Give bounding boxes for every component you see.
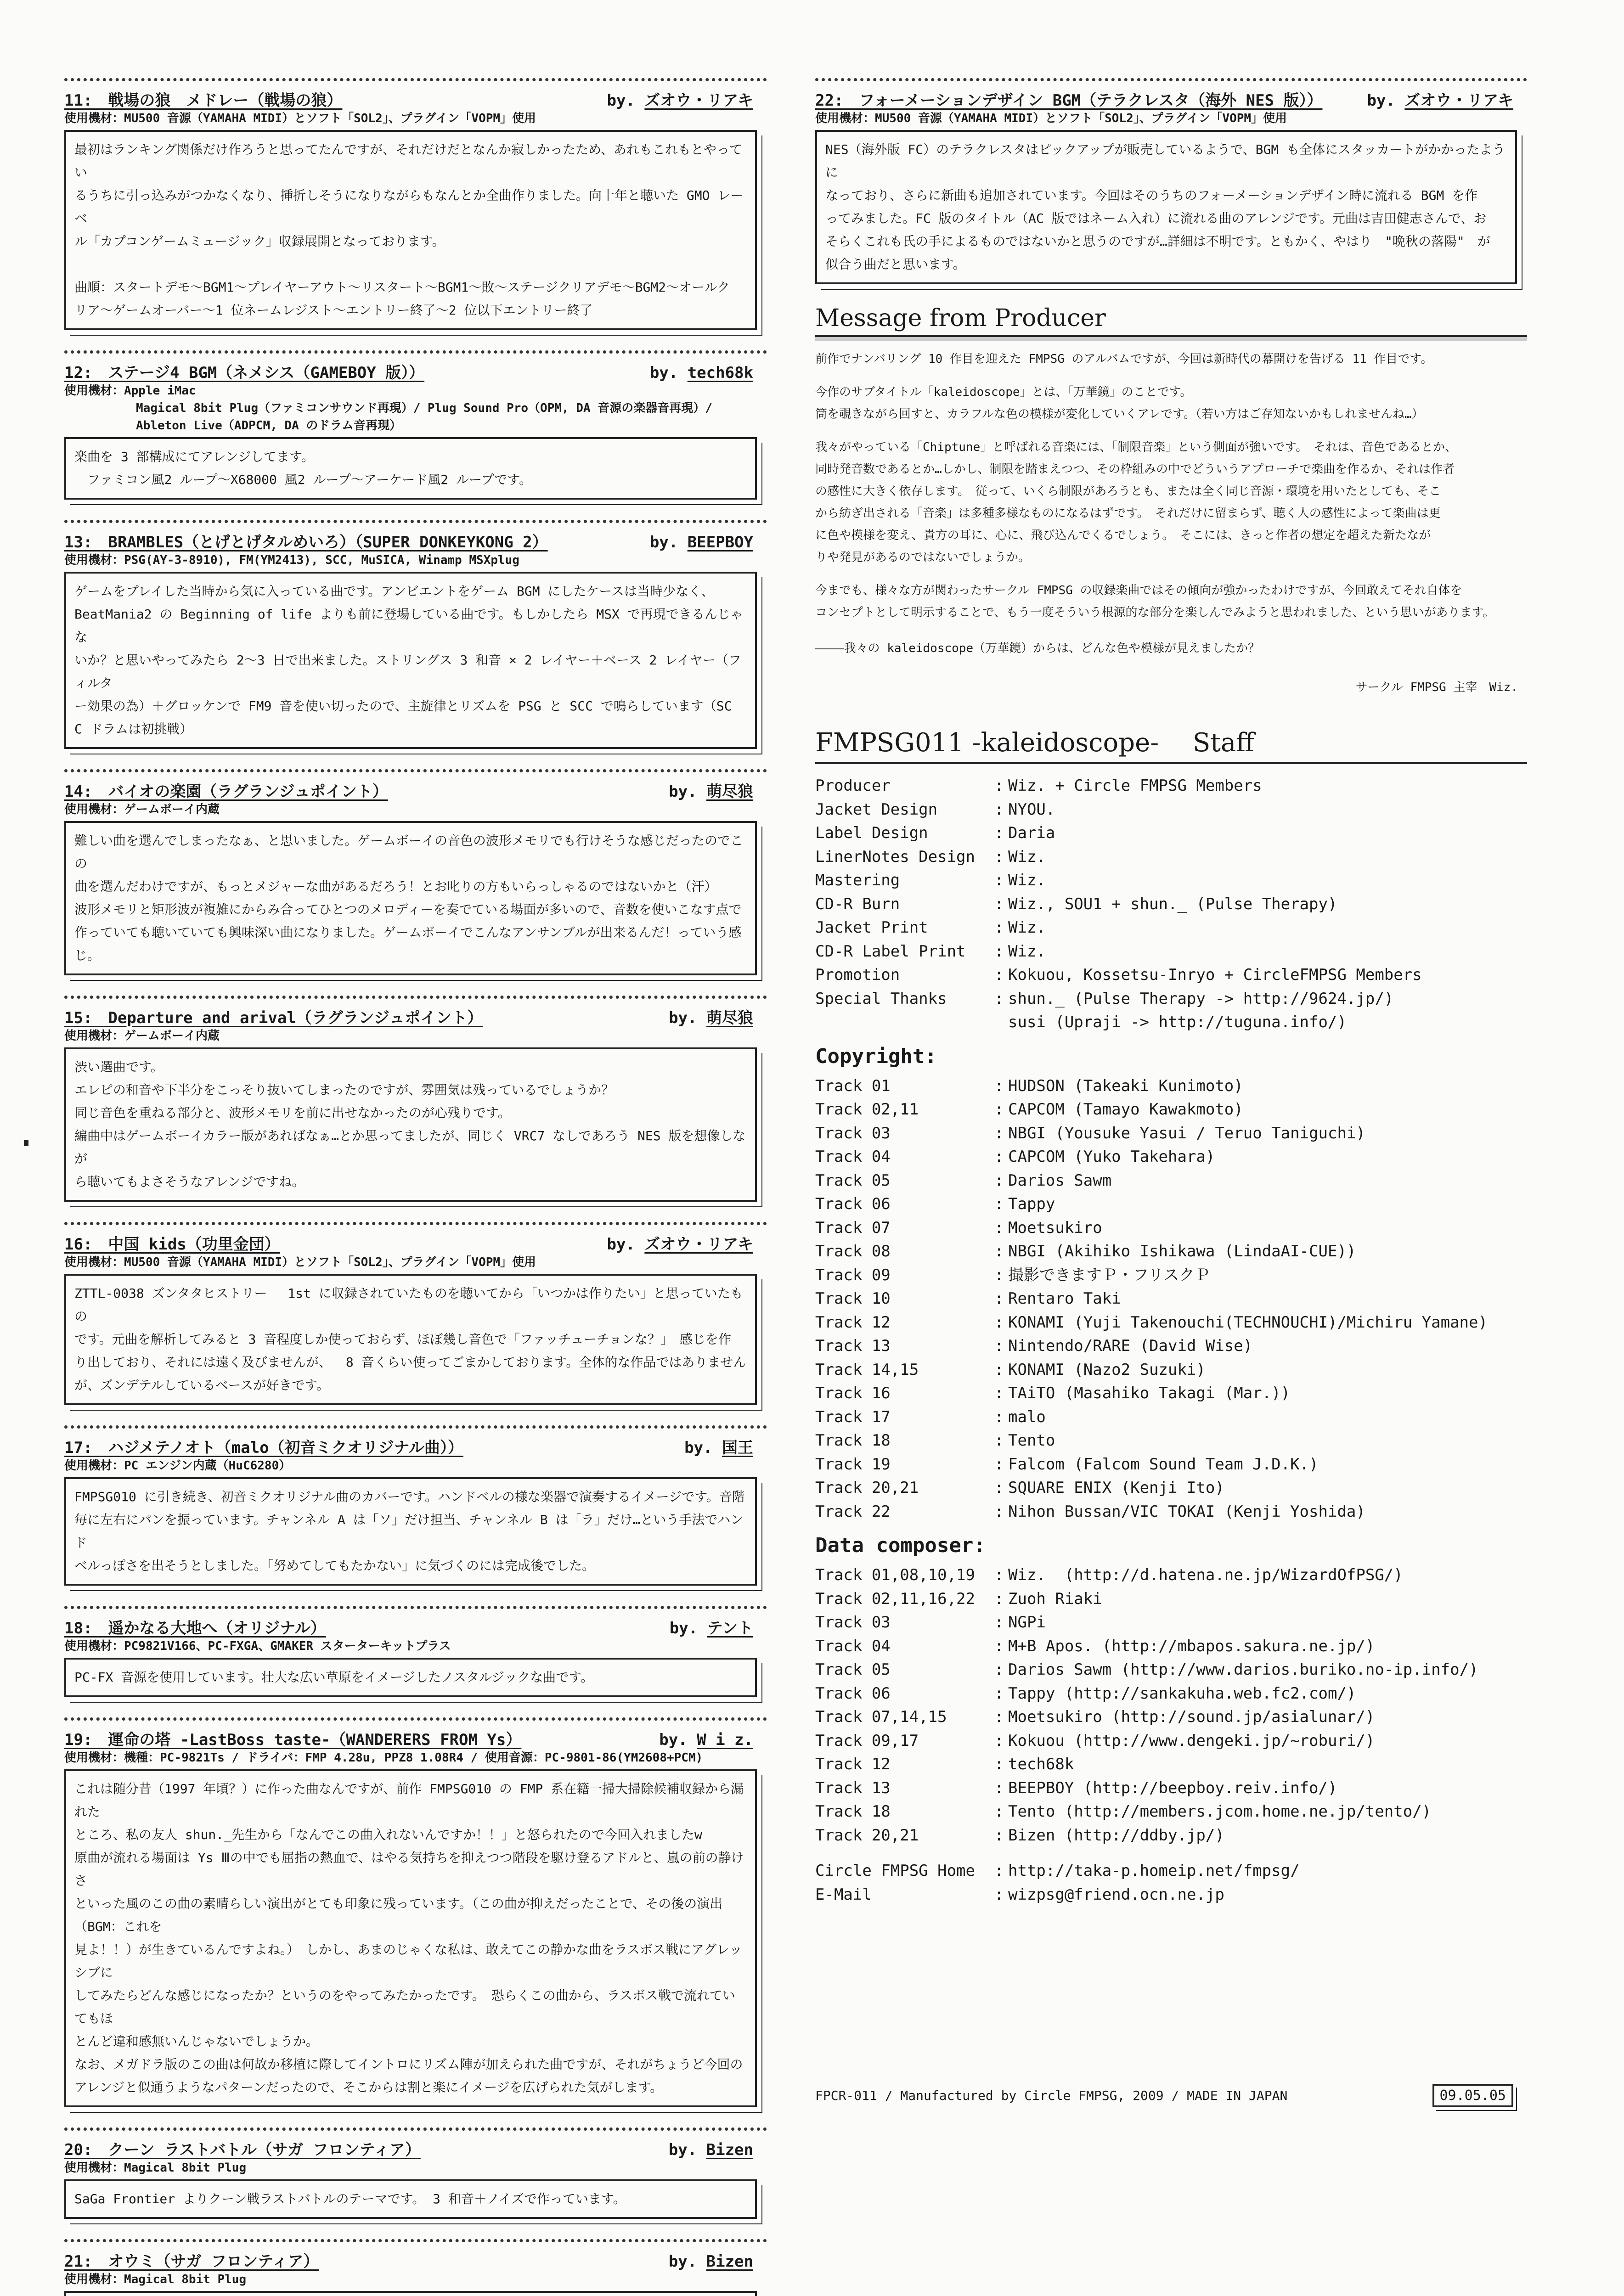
row-value: NGPi bbox=[1008, 1613, 1046, 1632]
track-note bbox=[64, 1222, 767, 1405]
composer-row bbox=[815, 1658, 1527, 1682]
row-colon: : bbox=[994, 1100, 1004, 1119]
row-label: Track 20,21 bbox=[815, 1826, 919, 1845]
track-author: by. 萌尽狼 bbox=[669, 782, 753, 801]
row-value: M+B Apos. (http://mbapos.sakura.ne.jp/) bbox=[1008, 1637, 1375, 1655]
copyright-row bbox=[815, 1122, 1527, 1146]
right-column bbox=[815, 78, 1527, 1907]
row-label: Label Design bbox=[815, 824, 928, 842]
footer bbox=[815, 2084, 1513, 2107]
composer-row bbox=[815, 1705, 1527, 1729]
row-value: shun._ (Pulse Therapy -> http://9624.jp/) bbox=[1008, 989, 1394, 1008]
track-title: 13: BRAMBLES（とげとげタルめいろ）（SUPER DONKEYKONG 2） bbox=[64, 533, 548, 551]
composer-list bbox=[815, 1564, 1527, 1847]
contact-row bbox=[815, 1859, 1527, 1883]
track-note bbox=[64, 1606, 767, 1697]
copyright-row bbox=[815, 1075, 1527, 1098]
row-label: Track 18 bbox=[815, 1802, 891, 1821]
track-title: 11: 戦場の狼 メドレー（戦場の狼） bbox=[64, 91, 343, 110]
row-value: CAPCOM (Yuko Takehara) bbox=[1008, 1148, 1215, 1166]
row-label: Track 10 bbox=[815, 1289, 891, 1308]
credit-row bbox=[815, 963, 1527, 987]
track-notes-list bbox=[64, 78, 767, 2296]
footer-text: FPCR-011 / Manufactured by Circle FMPSG, 2009 / MADE IN JAPAN bbox=[815, 2088, 1288, 2103]
row-colon: : bbox=[994, 1708, 1004, 1726]
row-value: KONAMI (Nazo2 Suzuki) bbox=[1008, 1360, 1206, 1379]
track-author: by. ズオウ・リアキ bbox=[1367, 91, 1513, 110]
track-author: by. Bizen bbox=[668, 2252, 753, 2271]
row-value: Wiz. bbox=[1008, 847, 1046, 866]
row-value: http://taka-p.homeip.net/fmpsg/ bbox=[1008, 1862, 1300, 1880]
row-value: Tento bbox=[1008, 1431, 1055, 1450]
copyright-row bbox=[815, 1145, 1527, 1169]
row-colon: : bbox=[994, 1076, 1004, 1095]
row-value: KONAMI (Yuji Takenouchi(TECHNOUCHI)/Michiru Yamane) bbox=[1008, 1313, 1488, 1332]
row-colon: : bbox=[994, 1502, 1004, 1521]
composer-row bbox=[815, 1777, 1527, 1801]
row-colon: : bbox=[994, 1802, 1004, 1821]
copyright-row bbox=[815, 1476, 1527, 1500]
credit-row bbox=[815, 893, 1527, 917]
row-value: Tappy bbox=[1008, 1195, 1055, 1213]
row-label: Track 05 bbox=[815, 1171, 891, 1190]
row-colon: : bbox=[994, 1589, 1004, 1608]
row-label: Track 09,17 bbox=[815, 1731, 919, 1750]
row-value: NBGI (Akihiko Ishikawa (LindaAI-CUE)) bbox=[1008, 1242, 1356, 1261]
copyright-list bbox=[815, 1075, 1527, 1524]
row-colon: : bbox=[994, 1195, 1004, 1213]
track-equipment: 使用機材：PC エンジン内蔵（HuC6280） bbox=[64, 1459, 291, 1473]
dotted-separator bbox=[64, 996, 767, 999]
punch-mark bbox=[24, 1140, 28, 1146]
track-author: by. BEEPBOY bbox=[649, 533, 753, 551]
row-label: Track 06 bbox=[815, 1684, 891, 1703]
row-value: Falcom (Falcom Sound Team J.D.K.) bbox=[1008, 1455, 1319, 1474]
composer-heading: Data composer: bbox=[815, 1534, 986, 1557]
row-label: E-Mail bbox=[815, 1885, 872, 1904]
row-label: Special Thanks bbox=[815, 989, 947, 1008]
row-label: Track 02,11,16,22 bbox=[815, 1589, 975, 1608]
row-value: Bizen (http://ddby.jp/) bbox=[1008, 1826, 1224, 1845]
dotted-separator bbox=[64, 1425, 767, 1429]
copyright-row bbox=[815, 1382, 1527, 1406]
row-label: Track 18 bbox=[815, 1431, 891, 1450]
row-value: Tento (http://members.jcom.home.ne.jp/tento/) bbox=[1008, 1802, 1432, 1821]
dotted-separator bbox=[64, 78, 767, 81]
track-note bbox=[64, 1717, 767, 2107]
track-note bbox=[64, 78, 767, 330]
track-note bbox=[64, 996, 767, 1202]
track-comment: PC-FX 音源を使用しています。壮大な広い草原をイメージしたノスタルジックな曲です。 bbox=[64, 1658, 757, 1697]
track-equipment: 使用機材：PC9821V166、PC-FXGA、GMAKER スターターキットプラス bbox=[64, 1639, 451, 1653]
track-note bbox=[64, 2127, 767, 2219]
contact-list bbox=[815, 1859, 1527, 1907]
row-colon: : bbox=[994, 1313, 1004, 1332]
row-label: Track 05 bbox=[815, 1660, 891, 1679]
composer-row bbox=[815, 1682, 1527, 1706]
track-title: 18: 遥かなる大地へ（オリジナル） bbox=[64, 1619, 326, 1638]
copyright-row bbox=[815, 1216, 1527, 1240]
row-colon: : bbox=[994, 1289, 1004, 1308]
row-colon: : bbox=[994, 1826, 1004, 1845]
row-colon: : bbox=[994, 1384, 1004, 1402]
row-colon: : bbox=[994, 1566, 1004, 1584]
credit-row bbox=[815, 940, 1527, 964]
track-note bbox=[64, 350, 767, 500]
row-colon: : bbox=[994, 1407, 1004, 1426]
row-value: Darios Sawm (http://www.darios.buriko.no-ip.info/) bbox=[1008, 1660, 1478, 1679]
track-title: 17: ハジメテノオト（malo（初音ミクオリジナル曲）） bbox=[64, 1439, 463, 1457]
row-label: CD-R Burn bbox=[815, 895, 900, 913]
track-equipment: 使用機材：MU500 音源（YAMAHA MIDI）とソフト「SOL2」、プラグイン「VOPM」使用 bbox=[64, 112, 536, 125]
track-title: 20: クーン ラストバトル（サガ フロンティア） bbox=[64, 2141, 421, 2159]
contact-row bbox=[815, 1883, 1527, 1907]
track-author: by. 国王 bbox=[684, 1439, 753, 1457]
row-value: TAiTO (Masahiko Takagi (Mar.)) bbox=[1008, 1384, 1291, 1402]
track-equipment: 使用機材：ゲームボーイ内蔵 bbox=[64, 803, 220, 816]
copyright-row bbox=[815, 1429, 1527, 1453]
row-colon: : bbox=[994, 1148, 1004, 1166]
row-value: Wiz., SOU1 + shun._ (Pulse Therapy) bbox=[1008, 895, 1337, 913]
row-colon: : bbox=[994, 871, 1004, 889]
row-label: Track 04 bbox=[815, 1148, 891, 1166]
composer-row bbox=[815, 1635, 1527, 1659]
row-label: Track 14,15 bbox=[815, 1360, 919, 1379]
row-label: Track 20,21 bbox=[815, 1479, 919, 1497]
row-label: Track 12 bbox=[815, 1755, 891, 1773]
track-equipment: 使用機材：PSG(AY-3-8910), FM(YM2413), SCC, MuSICA, Winamp MSXplug bbox=[64, 553, 519, 567]
composer-row bbox=[815, 1611, 1527, 1635]
message-paragraph: 我々がやっている「Chiptune」と呼ばれる音楽には、「制限音楽」という側面が強いです。 それは、音色であるとか、 同時発音数であるとか…しかし、制限を踏まえつつ、その枠組みの中でどういうアプローチで楽曲を作るか、それは作者 の感性に大きく依存します。 従って、いくら制限があろうとも、または全く同じ音源・環境を用いたとしても、そこ から紡ぎ出される「音楽」は多種多様なものになるはずです。 それだけに留まらず、聴く人の感性によって楽曲は更 に色や模様を変え、貴方の耳に、心に、飛び込んでくるでしょう。 そこには、きっと作者の想定を超えた新たなが りや発見があるのではないでしょうか。 bbox=[815, 440, 1457, 564]
composer-row bbox=[815, 1753, 1527, 1777]
row-label: Jacket Print bbox=[815, 918, 928, 937]
row-value: BEEPBOY (http://beepboy.reiv.info/) bbox=[1008, 1778, 1337, 1797]
row-label: Track 01,08,10,19 bbox=[815, 1566, 975, 1584]
row-colon: : bbox=[994, 1479, 1004, 1497]
track-author: by. ズオウ・リアキ bbox=[607, 1235, 753, 1254]
copyright-row bbox=[815, 1169, 1527, 1193]
track-title: 16: 中国 kids（功里金団） bbox=[64, 1235, 280, 1254]
row-label: Track 01 bbox=[815, 1076, 891, 1095]
row-colon: : bbox=[994, 1431, 1004, 1450]
copyright-row bbox=[815, 1453, 1527, 1477]
dotted-separator bbox=[64, 1717, 767, 1721]
track-note bbox=[64, 1425, 767, 1586]
credit-row bbox=[815, 822, 1527, 845]
track-title: 21: オウミ（サガ フロンティア） bbox=[64, 2252, 319, 2271]
track-author: by. W i z. bbox=[659, 1731, 753, 1749]
track-equipment: 使用機材：機種：PC-9821Ts / ドライバ：FMP 4.28u, PPZ8 1.08R4 / 使用音源：PC-9801-86(YM2608+PCM) bbox=[64, 1751, 703, 1765]
credit-row bbox=[815, 987, 1527, 1011]
dotted-separator bbox=[64, 2239, 767, 2242]
dotted-separator bbox=[815, 78, 1527, 81]
row-label: Track 12 bbox=[815, 1313, 891, 1332]
row-colon: : bbox=[994, 1455, 1004, 1474]
track-note bbox=[64, 769, 767, 975]
row-colon: : bbox=[994, 800, 1004, 819]
row-colon: : bbox=[994, 1731, 1004, 1750]
track-comment: 難しい曲を選んでしまったなぁ、と思いました。ゲームボーイの音色の波形メモリでも行けそうな感じだったのでこの 曲を選んだわけですが、もっとメジャーな曲があるだろう！とお叱りの方もいらっしゃるのではないかと（汗） 波形メモリと矩形波が複雑にからみ合ってひとつのメロディーを奏でている場面が多いので、音数を使いこなす点で 作っていても聴いていても興味深い曲になりました。ゲームボーイでこんなアンサンブルが出来るんだ！っていう感じ。 bbox=[64, 821, 757, 975]
row-label: Track 13 bbox=[815, 1778, 891, 1797]
row-colon: : bbox=[994, 847, 1004, 866]
row-label: Track 07 bbox=[815, 1218, 891, 1237]
row-label: Track 17 bbox=[815, 1407, 891, 1426]
track-title: 19: 運命の塔 -LastBoss taste-（WANDERERS FROM Ys） bbox=[64, 1731, 522, 1749]
credit-row bbox=[815, 869, 1527, 893]
release-date: 09.05.05 bbox=[1432, 2084, 1514, 2107]
staff-credits bbox=[815, 774, 1527, 1035]
row-colon: : bbox=[994, 1218, 1004, 1237]
track-author: by. tech68k bbox=[649, 364, 753, 382]
copyright-row bbox=[815, 1500, 1527, 1524]
row-colon: : bbox=[994, 1266, 1004, 1284]
row-value: NYOU. bbox=[1008, 800, 1055, 819]
row-value: Moetsukiro (http://sound.jp/asialunar/) bbox=[1008, 1708, 1375, 1726]
row-value: Kokuou, Kossetsu-Inryo + CircleFMPSG Members bbox=[1008, 966, 1422, 984]
row-value: Wiz. bbox=[1008, 942, 1046, 961]
row-value: Tappy (http://sankakuha.web.fc2.com/) bbox=[1008, 1684, 1356, 1703]
row-colon: : bbox=[994, 1778, 1004, 1797]
track-equipment: 使用機材：Magical 8bit Plug bbox=[64, 2273, 247, 2286]
row-label: Producer bbox=[815, 777, 891, 795]
message-heading: Message from Producer bbox=[815, 304, 1527, 337]
row-value: CAPCOM (Tamayo Kawakmoto) bbox=[1008, 1100, 1243, 1119]
staff-heading: FMPSG011 -kaleidoscope- Staff bbox=[815, 722, 1527, 764]
copyright-row bbox=[815, 1098, 1527, 1122]
row-label: Track 22 bbox=[815, 1502, 891, 1521]
track-comment: ゲームをプレイした当時から気に入っている曲です。アンビエントをゲーム BGM にしたケースは当時少なく、 BeatMania2 の Beginning of life よりも前に登場している曲です。もしかしたら MSX で再現できるんじゃな いか？と思いやってみたら 2〜3 日で出来ました。ストリングス 3 和音 × 2 レイヤー＋ベース 2 レイヤー（フィルタ ー効果の為）＋グロッケンで FM9 音を使い切ったので、主旋律とリズムを PSG と SCC で鳴らしています（SC C ドラムは初挑戦） bbox=[64, 572, 757, 749]
copyright-row bbox=[815, 1334, 1527, 1358]
track-equipment: 使用機材：Apple iMac Magical 8bit Plug（ファミコンサウンド再現）/ Plug Sound Pro（OPM, DA 音源の楽器音再現）/ Ableton Live（ADPCM, DA のドラム音再現） bbox=[64, 384, 712, 433]
track-equipment: 使用機材：MU500 音源（YAMAHA MIDI）とソフト「SOL2」、プラグイン「VOPM」使用 bbox=[64, 1255, 536, 1269]
track-author: by. ズオウ・リアキ bbox=[607, 91, 753, 110]
row-colon: : bbox=[994, 1337, 1004, 1355]
row-label: CD-R Label Print bbox=[815, 942, 966, 961]
row-colon: : bbox=[994, 918, 1004, 937]
track-equipment: 使用機材：ゲームボーイ内蔵 bbox=[64, 1029, 220, 1043]
credit-row bbox=[815, 916, 1527, 940]
row-colon: : bbox=[994, 1171, 1004, 1190]
row-value: Zuoh Riaki bbox=[1008, 1589, 1102, 1608]
composer-row bbox=[815, 1564, 1527, 1587]
track-note bbox=[64, 520, 767, 749]
row-label: Track 03 bbox=[815, 1124, 891, 1142]
copyright-row bbox=[815, 1406, 1527, 1429]
track-comment: FMPSG010 に引き続き、初音ミクオリジナル曲のカバーです。ハンドベルの様な楽器で演奏するイメージです。音階 毎に左右にパンを振っています。チャンネル A は「ソ」だけ担当、チャンネル B は「ラ」だけ…という手法でハンド ベルっぽさを出そうとしました。「努めてしてもたかない」に気づくのには完成後でした。 bbox=[64, 1477, 757, 1586]
row-colon: : bbox=[994, 1124, 1004, 1142]
row-colon: : bbox=[994, 1755, 1004, 1773]
track-title: 22: フォーメーションデザイン BGM（テラクレスタ（海外 NES 版）） bbox=[815, 91, 1323, 110]
message-paragraph: 今作のサブタイトル「kaleidoscope」とは、「万華鏡」のことです。 筒を覗きながら回すと、カラフルな色の模様が変化していくアレです。（若い方はご存知ないかもしれませんね…） bbox=[815, 385, 1424, 421]
message-signature: サークル FMPSG 主宰 Wiz. bbox=[1355, 681, 1518, 694]
row-colon: : bbox=[994, 895, 1004, 913]
row-value: Nihon Bussan/VIC TOKAI (Kenji Yoshida) bbox=[1008, 1502, 1365, 1521]
row-label: Track 04 bbox=[815, 1637, 891, 1655]
row-value: HUDSON (Takeaki Kunimoto) bbox=[1008, 1076, 1243, 1095]
dotted-separator bbox=[64, 350, 767, 354]
row-colon: : bbox=[994, 1613, 1004, 1632]
left-column bbox=[64, 78, 767, 2296]
row-label: Circle FMPSG Home bbox=[815, 1862, 975, 1880]
row-label: Track 03 bbox=[815, 1613, 891, 1632]
row-value: Moetsukiro bbox=[1008, 1218, 1102, 1237]
copyright-row bbox=[815, 1240, 1527, 1264]
dotted-separator bbox=[64, 1606, 767, 1609]
dotted-separator bbox=[64, 1222, 767, 1225]
row-label: Track 07,14,15 bbox=[815, 1708, 947, 1726]
row-value: NBGI (Yousuke Yasui / Teruo Taniguchi) bbox=[1008, 1124, 1365, 1142]
row-label: Track 09 bbox=[815, 1266, 891, 1284]
message-paragraph: 今までも、様々な方が関わったサークル FMPSG の収録楽曲ではその傾向が強かったわけですが、今回敢えてそれ自体を コンセプトとして明示することで、もう一度そういう根源的な部分を楽しんでみようと思われました、という思いがあります。 bbox=[815, 584, 1495, 619]
credit-row bbox=[815, 798, 1527, 822]
row-value: tech68k bbox=[1008, 1755, 1074, 1773]
composer-row bbox=[815, 1587, 1527, 1611]
composer-row bbox=[815, 1800, 1527, 1824]
row-value: SQUARE ENIX (Kenji Ito) bbox=[1008, 1479, 1224, 1497]
credit-row bbox=[815, 774, 1527, 798]
row-label: Track 13 bbox=[815, 1337, 891, 1355]
track-title: 14: バイオの楽園（ラグランジュポイント） bbox=[64, 782, 388, 801]
row-colon: : bbox=[994, 1637, 1004, 1655]
copyright-heading: Copyright: bbox=[815, 1044, 937, 1068]
row-value: Wiz. + Circle FMPSG Members bbox=[1008, 777, 1262, 795]
row-label: Track 19 bbox=[815, 1455, 891, 1474]
row-value: wizpsg@friend.ocn.ne.jp bbox=[1008, 1885, 1224, 1904]
message-paragraph: 前作でナンバリング 10 作目を迎えた FMPSG のアルバムですが、今回は新時代の幕開けを告げる 11 作目です。 bbox=[815, 352, 1433, 366]
row-value: Darios Sawm bbox=[1008, 1171, 1112, 1190]
track-note bbox=[64, 2239, 767, 2296]
track-comment: ZTTL-0038 ズンタタヒストリー 1st に収録されていたものを聴いてから「いつかは作りたい」と思っていたもの です。元曲を解析してみると 3 音程度しか使っておらず、ほぼ幾し音色で「ファッチューチョンな？」 感じを作 り出しており、それには遠く及びませんが、 8 音くらい使ってごまかしております。全体的な作品ではありません が、ズンデテルしているベースが好きです。 bbox=[64, 1274, 757, 1405]
row-value: Nintendo/RARE (David Wise) bbox=[1008, 1337, 1253, 1355]
copyright-row bbox=[815, 1264, 1527, 1288]
row-label: Jacket Design bbox=[815, 800, 938, 819]
row-colon: : bbox=[994, 1360, 1004, 1379]
row-colon: : bbox=[994, 824, 1004, 842]
row-value: 撮影できますＰ・フリスクＰ bbox=[1008, 1266, 1210, 1284]
row-value: Daria bbox=[1008, 824, 1055, 842]
track-comment: 最初はランキング関係だけ作ろうと思ってたんですが、それだけだとなんか寂しかったため、あれもこれもとやってい るうちに引っ込みがつかなくなり、挿折しそうになりながらもなんとか全曲作りました。向十年と聴いた GMO レーベ ル「カプコンゲームミュージック」収録展開となっております。 曲順：スタートデモ〜BGM1〜プレイヤーアウト〜リスタート〜BGM1〜敗〜ステージクリアデモ〜BGM2〜オールク リア〜ゲームオーバー〜1 位ネームレジスト〜エントリー終了〜2 位以下エントリー終了 bbox=[64, 130, 757, 330]
row-colon: : bbox=[994, 1862, 1004, 1880]
row-value: malo bbox=[1008, 1407, 1046, 1426]
message-quote: ――――我々の kaleidoscope（万華鏡）からは、どんな色や模様が見えましたか？ bbox=[815, 642, 1260, 655]
row-value: Kokuou (http://www.dengeki.jp/~roburi/) bbox=[1008, 1731, 1375, 1750]
composer-row bbox=[815, 1729, 1527, 1753]
row-colon: : bbox=[994, 942, 1004, 961]
row-value: Wiz. bbox=[1008, 918, 1046, 937]
track-title: 15: Departure and arival（ラグランジュポイント） bbox=[64, 1009, 483, 1027]
row-value: Wiz. bbox=[1008, 871, 1046, 889]
row-colon: : bbox=[994, 1885, 1004, 1904]
copyright-row bbox=[815, 1193, 1527, 1216]
track-comment: SaGa Frontier よりクーン戦ラストバトルのテーマです。 3 和音＋ノイズで作っています。 bbox=[64, 2179, 757, 2219]
track-title: 12: ステージ4 BGM（ネメシス（GAMEBOY 版）） bbox=[64, 364, 425, 382]
dotted-separator bbox=[64, 769, 767, 772]
row-value: Wiz. (http://d.hatena.ne.jp/WizardOfPSG/) bbox=[1008, 1566, 1403, 1584]
copyright-row bbox=[815, 1311, 1527, 1335]
credit-row bbox=[815, 845, 1527, 869]
row-label: Promotion bbox=[815, 966, 900, 984]
row-colon: : bbox=[994, 1660, 1004, 1679]
dotted-separator bbox=[64, 520, 767, 523]
row-colon: : bbox=[994, 989, 1004, 1008]
track-comment: 楽曲を 3 部構成にてアレンジしてます。 ファミコン風2 ループ〜X68000 風2 ループ〜アーケード風2 ループです。 bbox=[64, 437, 757, 500]
row-label: Mastering bbox=[815, 871, 900, 889]
row-label: Track 08 bbox=[815, 1242, 891, 1261]
track-equipment: 使用機材：MU500 音源（YAMAHA MIDI）とソフト「SOL2」、プラグイン「VOPM」使用 bbox=[815, 112, 1287, 125]
track-equipment: 使用機材：Magical 8bit Plug bbox=[64, 2161, 247, 2175]
row-label: Track 06 bbox=[815, 1195, 891, 1213]
row-value: susi (Upraji -> http://tuguna.info/) bbox=[1008, 1013, 1347, 1031]
row-colon: : bbox=[994, 777, 1004, 795]
row-colon: : bbox=[994, 1242, 1004, 1261]
track-comment bbox=[64, 2291, 757, 2296]
row-value: Rentaro Taki bbox=[1008, 1289, 1121, 1308]
row-label: Track 16 bbox=[815, 1384, 891, 1402]
track-author: by. 萌尽狼 bbox=[669, 1009, 753, 1027]
track-comment: 渋い選曲です。 エレピの和音や下半分をこっそり抜いてしまったのですが、雰囲気は残っているでしょうか？ 同じ音色を重ねる部分と、波形メモリを前に出せなかったのが心残りです。 編曲中はゲームボーイカラー版があればなぁ…とか思ってましたが、同じく VRC7 なしであろう NES 版を想像しなが ら聴いてもよさそうなアレンジですね。 bbox=[64, 1047, 757, 1202]
track-note-22 bbox=[815, 78, 1527, 284]
track-author: by. テント bbox=[669, 1619, 753, 1638]
composer-row bbox=[815, 1824, 1527, 1848]
track-author: by. Bizen bbox=[668, 2141, 753, 2159]
row-colon: : bbox=[994, 966, 1004, 984]
row-label: LinerNotes Design bbox=[815, 847, 975, 866]
row-colon: : bbox=[994, 1684, 1004, 1703]
track-comment: NES（海外版 FC）のテラクレスタはピックアップが販売しているようで、BGM も全体にスタッカートがかかったように なっており、さらに新曲も追加されています。今回はそのうちのフォーメーションデザイン時に流れる BGM を作 ってみました。FC 版のタイトル（AC 版ではネーム入れ）に流れる曲のアレンジです。元曲は吉田健志さんで、お そらくこれも氏の手によるものではないかと思うのですが…詳細は不明です。ともかく、やはり "晩秋の落陽" が 似合う曲だと思います。 bbox=[815, 130, 1517, 284]
copyright-row bbox=[815, 1287, 1527, 1311]
credit-row bbox=[815, 1011, 1527, 1035]
track-comment: これは随分昔（1997 年頃？）に作った曲なんですが、前作 FMPSG010 の FMP 系在籍一掃大掃除候補収録から漏れた ところ、私の友人 shun._先生から「なんでこの曲入れないんですか！！」と怒られたので今回入れましたw 原曲が流れる場面は Ys Ⅲの中でも屈指の熱血で、はやる気持ちを抑えつつ階段を駆け登るアドルと、嵐の前の静けさ といった風のこの曲の素晴らしい演出がとても印象に残っています。（この曲が抑えだったことで、その後の演出（BGM：これを 見よ！！）が生きているんですよね。） しかし、あまのじゃくな私は、敢えてこの静かな曲をラスボス戦にアグレッシブに してみたらどんな感じになったか？というのをやってみたかったです。 恐らくこの曲から、ラスボス戦で流れていてもほ とんど違和感無いんじゃないでしょうか。 なお、メガドラ版のこの曲は何故か移植に際してイントロにリズム陣が加えられた曲ですが、それがちょうど今回の アレンジと似通うようなパターンだったので、そこからは割と楽にイメージを広げられた気がします。 bbox=[64, 1769, 757, 2107]
row-label: Track 02,11 bbox=[815, 1100, 919, 1119]
copyright-row bbox=[815, 1358, 1527, 1382]
dotted-separator bbox=[64, 2127, 767, 2131]
